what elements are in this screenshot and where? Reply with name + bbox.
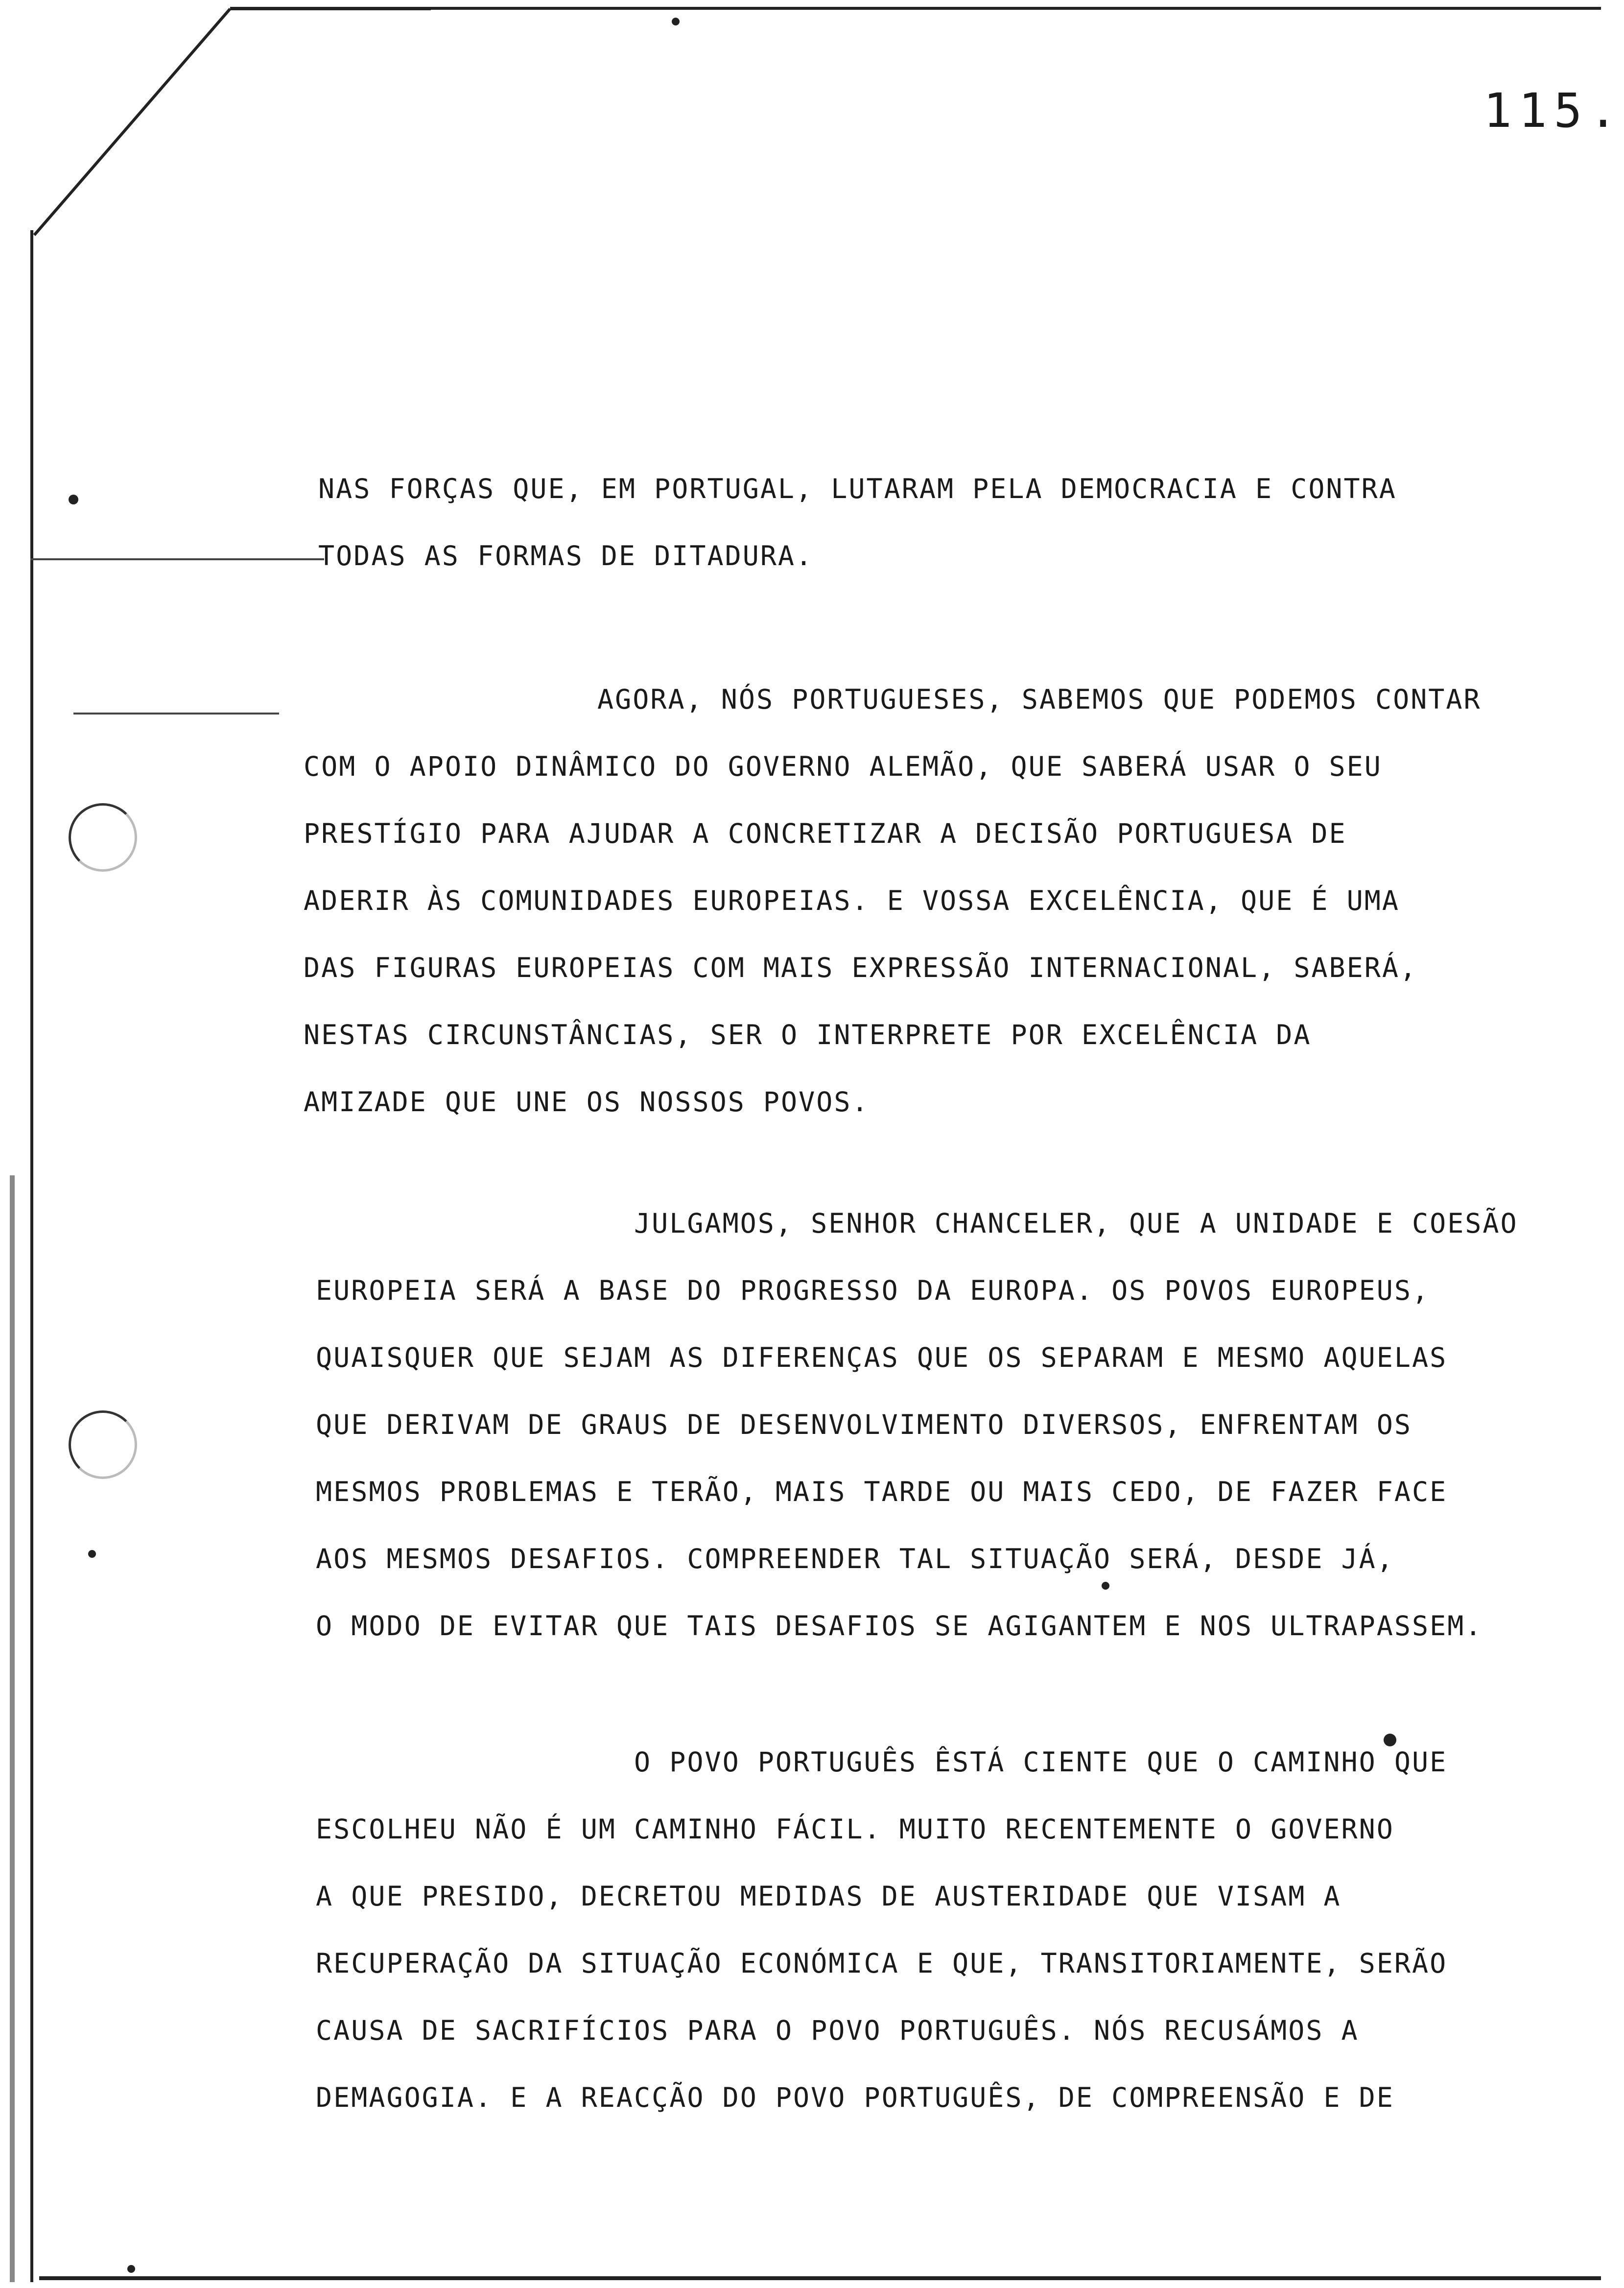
speck [127,2265,135,2273]
text-line: NESTAS CIRCUNSTÂNCIAS, SER O INTERPRETE POR EXCELÊNCIA DA [304,1019,1312,1050]
text-line: DEMAGOGIA. E A REACÇÃO DO POVO PORTUGUÊS, DE COMPREENSÃO E DE [316,2082,1394,2113]
left-margin-line [30,230,33,2282]
speck [69,495,78,504]
paragraph-povo [316,1729,1447,2131]
text-line: AOS MESMOS DESAFIOS. COMPREENDER TAL SITUAÇÃO SERÁ, DESDE JÁ, [316,1543,1394,1574]
speck [88,1550,96,1558]
folded-corner-line [0,0,441,255]
bottom-edge-line [39,2276,1601,2280]
speck [672,18,680,25]
text-line: PRESTÍGIO PARA AJUDAR A CONCRETIZAR A DECISÃO PORTUGUESA DE [304,818,1347,849]
text-line: QUE DERIVAM DE GRAUS DE DESENVOLVIMENTO DIVERSOS, ENFRENTAM OS [316,1409,1412,1440]
punch-hole [69,1410,137,1479]
text-line: MESMOS PROBLEMAS E TERÃO, MAIS TARDE OU MAIS CEDO, DE FAZER FACE [316,1476,1448,1507]
text-line: A QUE PRESIDO, DECRETOU MEDIDAS DE AUSTERIDADE QUE VISAM A [316,1881,1342,1912]
text-line: O MODO DE EVITAR QUE TAIS DESAFIOS SE AGIGANTEM E NOS ULTRAPASSEM. [316,1610,1483,1642]
margin-rule [73,713,279,715]
text-line: COM O APOIO DINÂMICO DO GOVERNO ALEMÃO, QUE SABERÁ USAR O SEU [304,751,1382,782]
paragraph-julgamos [316,1190,1518,1660]
text-line: ESCOLHEU NÃO É UM CAMINHO FÁCIL. MUITO RECENTEMENTE O GOVERNO [316,1813,1394,1845]
margin-rule [30,558,324,560]
left-edge-shadow [10,1175,15,2282]
text-line: O POVO PORTUGUÊS ÊSTÁ CIENTE QUE O CAMINHO QUE [634,1746,1448,1778]
paragraph-continuation [318,455,1397,590]
page-number: 115. [1483,83,1624,138]
text-line: JULGAMOS, SENHOR CHANCELER, QUE A UNIDADE E COESÃO [634,1208,1518,1239]
paragraph-agora [304,666,1482,1136]
top-edge-line [230,7,1601,10]
text-line: AGORA, NÓS PORTUGUESES, SABEMOS QUE PODEMOS CONTAR [597,684,1482,715]
text-line: ADERIR ÀS COMUNIDADES EUROPEIAS. E VOSSA EXCELÊNCIA, QUE É UMA [304,885,1400,916]
text-line: QUAISQUER QUE SEJAM AS DIFERENÇAS QUE OS SEPARAM E MESMO AQUELAS [316,1342,1448,1373]
text-line: NAS FORÇAS QUE, EM PORTUGAL, LUTARAM PELA DEMOCRACIA E CONTRA [318,473,1397,504]
text-line: RECUPERAÇÃO DA SITUAÇÃO ECONÓMICA E QUE, TRANSITORIAMENTE, SERÃO [316,1948,1448,1979]
text-line: TODAS AS FORMAS DE DITADURA. [318,540,814,572]
text-line: CAUSA DE SACRIFÍCIOS PARA O POVO PORTUGUÊS. NÓS RECUSÁMOS A [316,2015,1359,2046]
text-line: DAS FIGURAS EUROPEIAS COM MAIS EXPRESSÃO INTERNACIONAL, SABERÁ, [304,952,1418,983]
punch-hole [69,803,137,872]
text-line: EUROPEIA SERÁ A BASE DO PROGRESSO DA EUROPA. OS POVOS EUROPEUS, [316,1275,1430,1306]
text-line: AMIZADE QUE UNE OS NOSSOS POVOS. [304,1086,870,1118]
